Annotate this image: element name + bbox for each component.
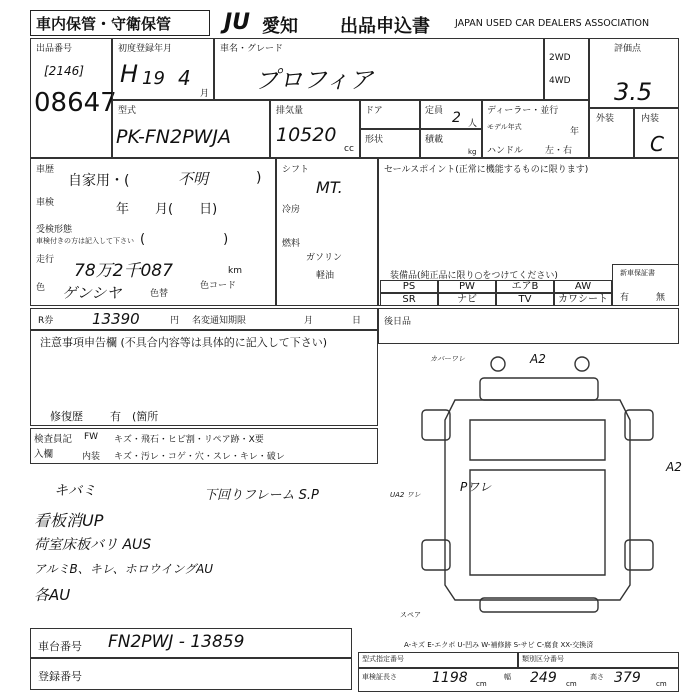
- capacity-label: 定員: [425, 106, 444, 116]
- warranty-yes: 有: [620, 293, 630, 303]
- width-label: 幅: [504, 673, 511, 681]
- wheel-rear-right: [625, 540, 653, 570]
- accept-label: 受検形態: [36, 225, 73, 235]
- fuel-label: 燃料: [282, 239, 301, 249]
- fuel-diesel: 軽油: [316, 271, 335, 281]
- name-change-day: 日: [352, 316, 362, 326]
- km-unit: km: [228, 266, 242, 276]
- equipment-item: PS: [380, 280, 438, 293]
- inspector-row2: キズ・汚レ・コゲ・穴・スレ・キレ・破レ: [114, 452, 285, 462]
- model-value: PK-FN2PWJA: [116, 126, 231, 148]
- model-label: 型式: [118, 106, 137, 116]
- recycle-value: 13390: [92, 310, 140, 328]
- displacement-value: 10520: [276, 124, 337, 146]
- wheel-rear-left: [422, 540, 450, 570]
- chassis-label: 車台番号: [38, 640, 82, 653]
- recycle-unit: 円: [170, 316, 180, 326]
- mark-a2-right: A2: [666, 460, 682, 474]
- car-name: プロフィア: [255, 66, 374, 94]
- handwritten-note-1: キバミ: [54, 483, 96, 499]
- type-spec-label: 型式指定番号: [362, 655, 404, 663]
- equipment-item: TV: [496, 293, 554, 306]
- history-paren: ): [256, 170, 262, 186]
- repair-value: 有 (箇所: [110, 410, 159, 423]
- equipment-item: SR: [380, 293, 438, 306]
- color-code-label: 色コード: [200, 281, 237, 291]
- handwritten-note-6: 各AU: [34, 586, 71, 604]
- mileage-label: 走行: [36, 255, 55, 265]
- mark-front-top: カバーワレ: [430, 355, 465, 363]
- dealer-label: ディーラー・並行: [487, 106, 559, 116]
- score-value: 3.5: [614, 78, 653, 106]
- handle-label: ハンドル: [487, 146, 524, 156]
- model-year-label: モデル年式: [487, 123, 522, 131]
- lot-number: 08647: [34, 88, 117, 118]
- history-unknown: 不明: [178, 170, 209, 188]
- handwritten-note-4: 荷室床板バリ AUS: [34, 537, 152, 553]
- mark-center: Pワレ: [460, 480, 492, 494]
- handwritten-note-2: 下回りフレーム S.P: [204, 488, 319, 503]
- inspector-row1: キズ・飛石・ヒビ割・リペア跡・X要: [114, 435, 264, 445]
- storage-label: 車内保管・守衛保管: [36, 15, 172, 33]
- name-change-label: 名変通知期限: [192, 316, 247, 326]
- form-title: 出品申込書: [340, 16, 430, 37]
- accept-note: 車検付きの方は記入して下さい: [36, 237, 134, 245]
- year-unit: 年: [570, 127, 580, 137]
- equipment-item: ナビ: [438, 293, 496, 306]
- warranty-no: 無: [656, 293, 666, 303]
- wheel-top-right: [575, 357, 589, 371]
- handwritten-note-3: 看板消UP: [34, 511, 104, 530]
- width-unit: cm: [566, 680, 577, 688]
- registration-month-unit: 月: [200, 89, 210, 99]
- class-label: 類別区分番号: [522, 655, 564, 663]
- sales-point-label: セールスポイント(正常に機能するものに限ります): [384, 165, 589, 175]
- width-value: 249: [530, 670, 557, 686]
- registration-number-label: 登録番号: [38, 670, 82, 683]
- mark-spare: スペア: [400, 611, 421, 619]
- drive-cell: [544, 38, 589, 100]
- wheel-top-left: [491, 357, 505, 371]
- shift-label: シフト: [282, 165, 310, 175]
- handwritten-note-5: アルミB、キレ、ホロウイングAU: [34, 562, 214, 576]
- mark-u-left: UA2 ワレ: [390, 491, 421, 499]
- registration-month: 4: [178, 66, 191, 90]
- wheel-front-right: [625, 410, 653, 440]
- history-value: 自家用・(: [68, 173, 130, 189]
- chassis-value: FN2PWJ - 13859: [108, 632, 245, 652]
- inspector-row2-head: 内装: [82, 452, 101, 462]
- ac-label: 冷房: [282, 205, 301, 215]
- score-label: 評価点: [614, 44, 642, 54]
- inspection-label: 車検: [36, 198, 55, 208]
- handle-value: 左・右: [545, 146, 573, 156]
- mileage-value: 78万2千087: [74, 261, 173, 281]
- cabin-shape: [470, 420, 605, 460]
- registration-era: H: [120, 60, 139, 88]
- later-label: 後日品: [384, 317, 412, 327]
- equipment-item: カワシート: [554, 293, 612, 306]
- warranty-label: 新車保証書: [620, 269, 655, 277]
- drive-4wd: 4WD: [549, 76, 571, 86]
- inspection-value: 年 月( 日): [116, 202, 218, 217]
- shape-label: 形状: [365, 135, 384, 145]
- kg-unit: kg: [468, 148, 477, 156]
- load-label: 積載: [425, 135, 444, 145]
- shift-value: MT.: [316, 178, 343, 197]
- wheel-front-left: [422, 410, 450, 440]
- color-label: 色: [36, 283, 46, 293]
- accept-value: ( ): [140, 232, 229, 247]
- color-change: 色替: [150, 289, 169, 299]
- later-block: [378, 308, 679, 344]
- registration-label: 初度登録年月: [118, 44, 173, 54]
- equipment-label: 装備品(純正品に限り○をつけてください): [390, 271, 558, 281]
- equipment-item: エアB: [496, 280, 554, 293]
- height-unit: cm: [656, 680, 667, 688]
- capacity-unit: 人: [468, 119, 478, 129]
- front-bumper-shape: [480, 378, 598, 400]
- name-change-month: 月: [304, 316, 314, 326]
- registration-year: 19: [142, 68, 165, 89]
- interior-value: C: [650, 132, 664, 156]
- cc-unit: cc: [344, 144, 354, 154]
- drive-2wd: 2WD: [549, 53, 571, 63]
- inspector-label: 検査員記入欄: [34, 434, 73, 460]
- color-value: ゲンシヤ: [62, 284, 122, 302]
- exterior-label: 外装: [596, 114, 615, 124]
- history-label: 車歴: [36, 165, 55, 175]
- length-value: 1198: [432, 670, 468, 686]
- equipment-item: PW: [438, 280, 496, 293]
- car-name-label: 車名・グレード: [220, 44, 284, 54]
- height-value: 379: [614, 670, 641, 686]
- notes-label: 注意事項申告欄 (不具合内容等は具体的に記入して下さい): [40, 336, 328, 349]
- height-label: 高さ: [590, 673, 604, 681]
- inspector-row1-head: FW: [84, 432, 99, 442]
- equipment-item: AW: [554, 280, 612, 293]
- ju-logo: JU: [224, 10, 251, 35]
- fuel-gasoline: ガソリン: [306, 253, 343, 263]
- rear-bumper-shape: [480, 598, 598, 612]
- damage-legend: A-キズ E-エクボ U-凹み W-補修跡 S-サビ C-腐食 XX-交換済: [404, 641, 594, 649]
- capacity-value: 2: [452, 110, 461, 126]
- mark-a2-top: A2: [530, 352, 546, 366]
- displacement-label: 排気量: [276, 106, 304, 116]
- length-label: 車検証長さ: [362, 673, 397, 681]
- org-name: 愛知: [262, 16, 298, 37]
- repair-label: 修復歴: [50, 410, 83, 423]
- lot-label: 出品番号: [36, 44, 73, 54]
- assoc-name: JAPAN USED CAR DEALERS ASSOCIATION: [455, 18, 650, 29]
- interior-label: 内装: [641, 114, 660, 124]
- recycle-label: R券: [38, 316, 54, 326]
- lot-small-number: [2146]: [44, 64, 84, 78]
- door-label: ドア: [365, 106, 383, 116]
- length-unit: cm: [476, 680, 487, 688]
- truck-body-outline: [445, 400, 630, 600]
